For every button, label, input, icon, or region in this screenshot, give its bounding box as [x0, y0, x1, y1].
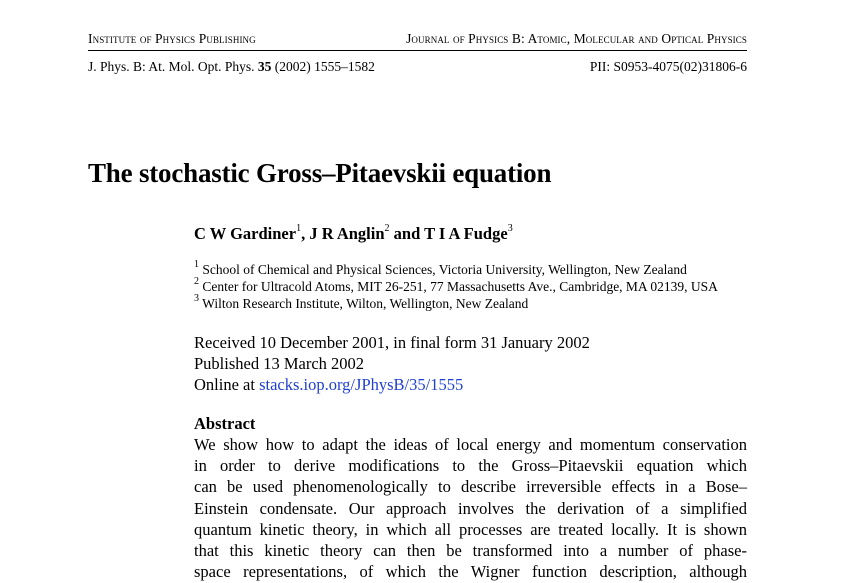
citation-prefix: J. Phys. B: At. Mol. Opt. Phys.: [88, 59, 255, 74]
online-line: [194, 374, 590, 395]
abstract-line: can be used phenomenologically to describe irreversible effects in a Bose–: [194, 477, 747, 497]
publication-dates: [194, 332, 590, 395]
author-affil-mark: 3: [507, 222, 513, 234]
author-affil-mark: 2: [384, 222, 390, 234]
online-prefix: Online at: [194, 375, 255, 394]
journal-name: Journal of Physics B: Atomic, Molecular and Optical Physics: [406, 31, 747, 46]
citation-volume: 35: [257, 59, 272, 74]
affiliation-mark: 2: [194, 275, 199, 287]
abstract-line: that this kinetic theory can then be transformed into a number of phase-: [194, 541, 747, 561]
citation-suffix: (2002) 1555–1582: [274, 59, 375, 74]
abstract-heading: Abstract: [194, 414, 256, 433]
affiliation-text: School of Chemical and Physical Sciences, Victoria University, Wellington, New Zealand: [202, 262, 687, 277]
affiliation: [194, 275, 718, 295]
author-name: J R Anglin: [309, 224, 385, 243]
affiliation: [194, 292, 529, 312]
header-rule: [88, 50, 747, 51]
abstract-body: [194, 434, 747, 582]
author-affil-mark: 1: [296, 222, 302, 234]
received-date: Received 10 December 2001, in final form 31 January 2002: [194, 333, 590, 352]
abstract-line: space representations, of which the Wigner function description, although: [194, 562, 747, 582]
abstract-line: Einstein condensate. Our approach involves the derivation of a simplified: [194, 498, 747, 518]
abstract-line: in order to derive modifications to the Gross–Pitaevskii equation which: [194, 456, 747, 476]
affiliation-mark: 1: [194, 258, 199, 270]
pii-code: PII: S0953-4075(02)31806-6: [589, 59, 747, 74]
online-link[interactable]: stacks.iop.org/JPhysB/35/1555: [259, 375, 464, 394]
published-date: Published 13 March 2002: [194, 354, 365, 373]
author-separator: and: [389, 224, 425, 243]
abstract-line: quantum kinetic theory, in which all processes are treated locally. It is shown: [194, 519, 747, 539]
affiliation: [194, 258, 687, 278]
journal-citation: [88, 59, 375, 75]
author-list: [194, 224, 513, 244]
author-name: T I A Fudge: [424, 224, 508, 243]
author-name: C W Gardiner: [194, 224, 297, 243]
author-separator: ,: [301, 224, 310, 243]
abstract-line: We show how to adapt the ideas of local energy and momentum conservation: [194, 435, 747, 454]
affiliation-text: Wilton Research Institute, Wilton, Wellington, New Zealand: [202, 296, 529, 311]
paper-title: The stochastic Gross–Pitaevskii equation: [88, 158, 552, 188]
affiliation-text: Center for Ultracold Atoms, MIT 26-251, 77 Massachusetts Ave., Cambridge, MA 02139, USA: [202, 279, 718, 294]
publisher-name: Institute of Physics Publishing: [88, 31, 256, 46]
affiliation-mark: 3: [194, 292, 199, 304]
